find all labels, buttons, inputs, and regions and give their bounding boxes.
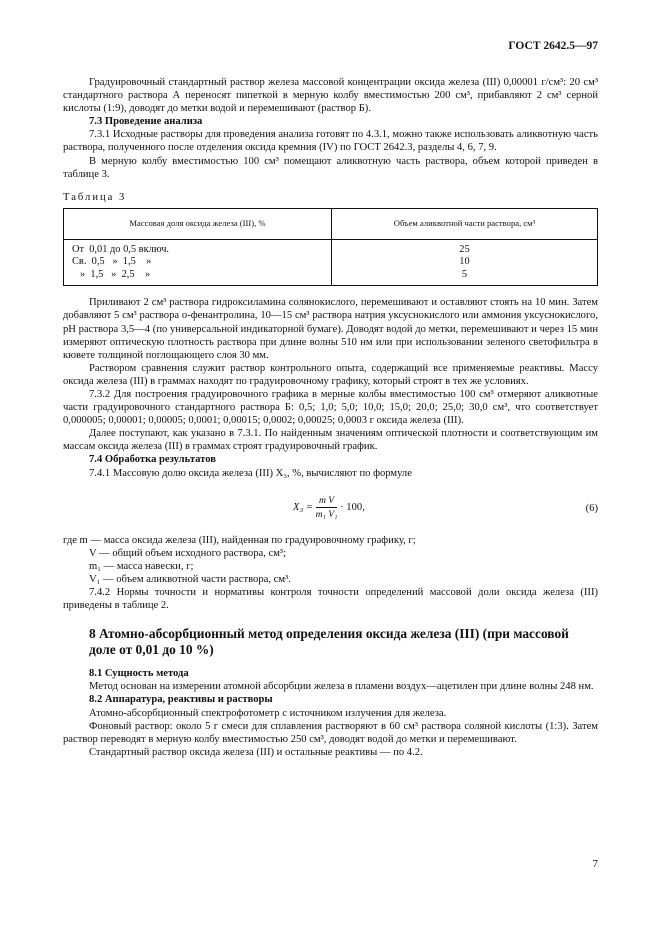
table-header-cell: Массовая доля оксида железа (III), % — [64, 208, 332, 239]
table-header-cell: Объем аликвотной части раствора, см³ — [332, 208, 598, 239]
table-cell — [64, 239, 332, 286]
paragraph: Раствором сравнения служит раствор контрольного опыта, содержащий все применяемые реактивы. Массу оксида железа (III) в граммах находят по градуировочному графику, который строят в тех же условиях. — [63, 362, 598, 387]
paragraph: 7.3.1 Исходные растворы для проведения анализа готовят по 4.3.1, можно также использовать аликвотную часть раствора, полученного после отделения оксида кремния (IV) по ГОСТ 2642.3, разделы 4, 6, 7, 9. — [63, 129, 598, 154]
table-row-volume: 10 — [459, 256, 470, 268]
section-heading: 8.2 Аппаратура, реактивы и растворы — [89, 694, 273, 706]
paragraph: Фоновый раствор: около 5 г смеси для сплавления растворяют в 60 см³ раствора соляной кислоты (1:3). Затем раствор переводят в мерную колбу вместимостью 250 см³, доводят водой до метки и перемешивают. — [63, 720, 598, 745]
page-body — [63, 40, 598, 759]
table-cell — [332, 239, 598, 286]
paragraph: Метод основан на измерении атомной абсорбции железа в пламени воздух—ацетилен при длине волны 248 нм. — [89, 681, 594, 693]
paragraph: Градуировочный стандартный раствор железа массовой концентрации оксида железа (III) 0,00001 г/см³: 20 см³ стандартного раствора А переносят пипеткой в мерную колбу вместимостью 200 см³, прибавляют 2 см³ серной кислоты (1:9), доводят до метки водой и перемешивают (раствор Б). — [63, 77, 598, 115]
chapter-heading: 8 Атомно-абсорбционный метод определения оксида железа (III) (при массовой доле от 0,01 до 10 %) — [89, 626, 569, 657]
where-line: m₁ — масса навески, г; — [89, 560, 194, 572]
paragraph: 7.3.2 Для построения градуировочного графика в мерные колбы вместимостью 100 см³ отмеряют аликвотные части градуировочного стандартного раствора Б: 0,5; 1,0; 5,0; 10,0; 15,0; 20,0; 25,0; 30,0 см³, что соответствует 0,000005; 0,00001; 0,00005; 0,0001; 0,00015; 0,0002; 0,00025; 0,0003 г оксида железа (III). — [63, 389, 598, 427]
table-row-volume: 25 — [459, 243, 470, 255]
section-heading: 8.1 Сущность метода — [89, 668, 189, 680]
section-heading: 7.4 Обработка результатов — [89, 454, 216, 466]
table-row-range: Св. 0,5 » 1,5 » — [72, 256, 152, 268]
formula-denominator: m₁ V₁ — [315, 508, 338, 520]
paragraph: Атомно-абсорбционный спектрофотометр с источником излучения для железа. — [89, 707, 447, 719]
table-row-range: От 0,01 до 0,5 включ. — [72, 243, 170, 255]
equation-number: (6) — [585, 502, 598, 514]
page-header: ГОСТ 2642.5—97 — [508, 40, 598, 52]
where-line: где m — масса оксида железа (III), найденная по градуировочному графику, г; — [63, 534, 416, 546]
formula-lhs: X₃ = — [293, 501, 313, 513]
formula-6 — [63, 486, 598, 530]
paragraph: Приливают 2 см³ раствора гидроксиламина солянокислого, перемешивают и оставляют стоять на 10 мин. Затем добавляют 5 см³ раствора о-фенантролина, 10—15 см³ раствора натрия уксуснокислого или аммония уксуснокислого, рН раствора 3,5—4 (по универсальной индикаторной бумаге). Доводят водой до метки, перемешивают и через 15 мин измеряют оптическую плотность раствора при длине волны 510 нм или при использовании зеленого светофильтра в кювете толщиной поглощающего слоя 30 мм. — [63, 297, 598, 361]
table-row-range: » 1,5 » 2,5 » — [80, 268, 151, 280]
formula-numerator: m V — [316, 494, 338, 508]
formula-fraction — [316, 494, 338, 521]
paragraph: Стандартный раствор оксида железа (III) и остальные реактивы — по 4.2. — [89, 746, 423, 758]
formula-rhs: · 100, — [340, 501, 365, 513]
paragraph: 7.4.1 Массовую долю оксида железа (III) X₃, %, вычисляют по формуле — [89, 467, 412, 479]
page-number: 7 — [592, 858, 598, 870]
paragraph: Далее поступают, как указано в 7.3.1. По найденным значениям оптической плотности и соответствующим им массам оксида железа (III) в граммах строят градуировочный график. — [63, 428, 598, 453]
table-row-volume: 5 — [461, 268, 468, 280]
table-3 — [63, 208, 598, 287]
where-line: V — общий объем исходного раствора, см³; — [89, 547, 287, 559]
section-heading: 7.3 Проведение анализа — [89, 116, 203, 128]
paragraph: 7.4.2 Нормы точности и нормативы контроля точности определений массовой доли оксида железа (III) приведены в таблице 2. — [63, 587, 598, 612]
formula — [293, 494, 365, 521]
table-caption: Таблица 3 — [63, 191, 127, 203]
where-line: V₁ — объем аликвотной части раствора, см³. — [89, 573, 291, 585]
paragraph: В мерную колбу вместимостью 100 см³ помещают аликвотную часть раствора, объем которой приведен в таблице 3. — [63, 155, 598, 180]
